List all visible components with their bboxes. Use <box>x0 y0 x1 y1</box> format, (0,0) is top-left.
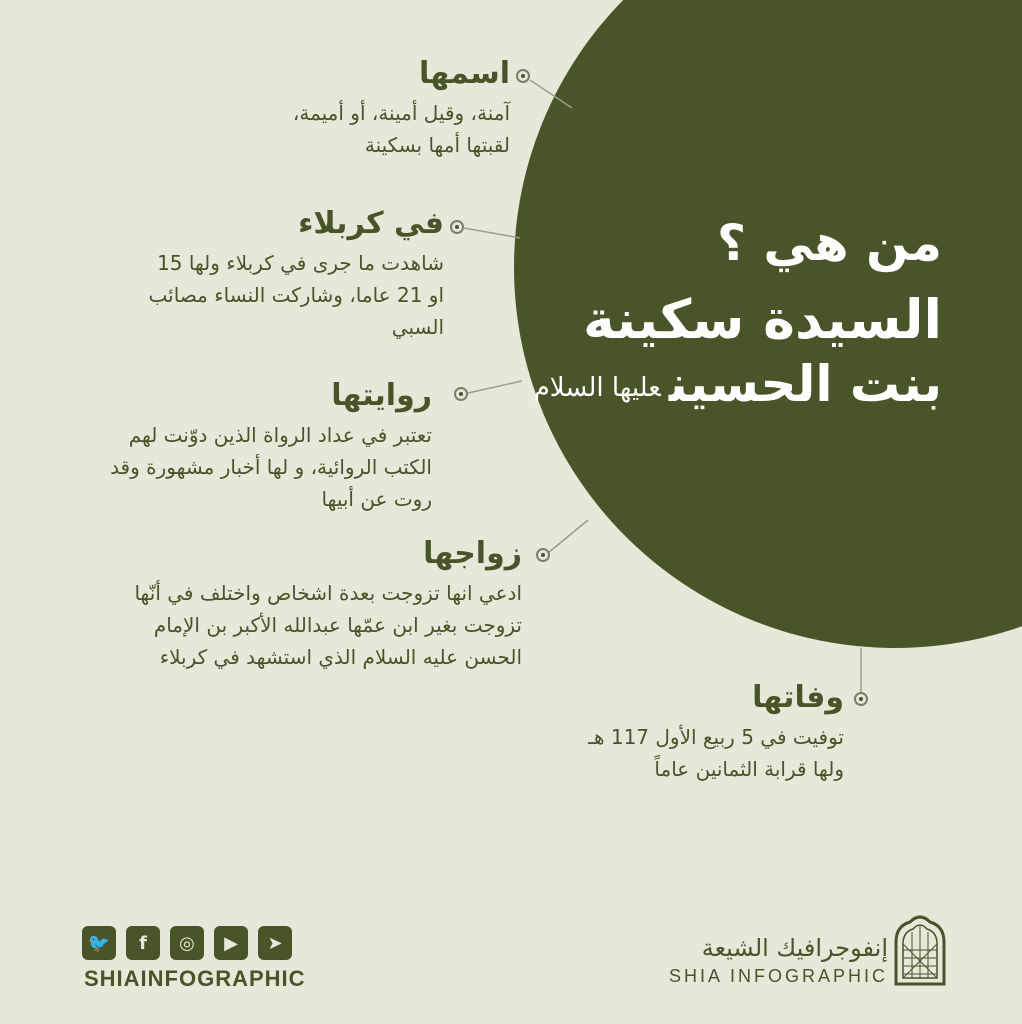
section-line: آمنة، وقيل أمينة، أو أميمة، <box>292 101 510 125</box>
title-question: من هي ؟ <box>716 214 942 272</box>
social-icons <box>82 926 292 960</box>
section-marriage <box>134 536 522 673</box>
section-line: روت عن أبيها <box>321 487 432 511</box>
section-line: ولها قرابة الثمانين عاماً <box>654 757 844 781</box>
section-death <box>588 680 844 785</box>
section-line: شاهدت ما جرى في كربلاء ولها 15 <box>157 251 444 275</box>
twitter-icon[interactable]: 🐦 <box>82 926 116 960</box>
telegram-icon[interactable]: ➤ <box>258 926 292 960</box>
brand-name-english: SHIA INFOGRAPHIC <box>668 966 888 986</box>
honorific-text: عليها السلام <box>533 372 661 403</box>
section-heading: روايتها <box>331 378 432 413</box>
section-line: السبي <box>391 315 444 339</box>
section-line: ادعي انها تزوجت بعدة اشخاص واختلف في أنّها <box>134 581 522 605</box>
section-line: تزوجت بغير ابن عمّها عبدالله الأكبر بن الإمام <box>153 613 522 637</box>
section-heading: وفاتها <box>752 680 844 715</box>
title-lineage <box>534 355 942 413</box>
instagram-icon[interactable]: ◎ <box>170 926 204 960</box>
youtube-icon[interactable]: ▶ <box>214 926 248 960</box>
title-lineage-text: بنت الحسين <box>668 355 942 413</box>
section-narration <box>110 378 432 515</box>
section-line: لقبتها أمها بسكينة <box>364 133 510 157</box>
brand-name-arabic: إنفوجرافيك الشيعة <box>701 934 888 962</box>
bullet-dot-death <box>854 692 868 706</box>
section-line: او 21 عاما، وشاركت النساء مصائب <box>148 283 444 307</box>
section-line: توفيت في 5 ربيع الأول 117 هـ <box>588 725 844 749</box>
section-karbala <box>149 206 444 343</box>
section-line: تعتبر في عداد الرواة الذين دوّنت لهم <box>128 423 432 447</box>
title-name: السيدة سكينة <box>583 288 942 351</box>
bullet-dot-name <box>516 69 530 83</box>
bullet-dot-narration <box>454 387 468 401</box>
section-name <box>293 56 510 161</box>
bullet-dot-marriage <box>536 548 550 562</box>
facebook-icon[interactable]: f <box>126 926 160 960</box>
mosque-window-logo-icon <box>892 912 948 986</box>
section-line: الحسن عليه السلام الذي استشهد في كربلاء <box>159 645 522 669</box>
bullet-dot-karbala <box>450 220 464 234</box>
social-handle: SHIAINFOGRAPHIC <box>84 966 306 991</box>
section-heading: في كربلاء <box>298 206 444 241</box>
section-line: الكتب الروائية، و لها أخبار مشهورة وقد <box>110 455 432 479</box>
section-heading: اسمها <box>419 56 510 91</box>
section-heading: زواجها <box>423 536 522 571</box>
